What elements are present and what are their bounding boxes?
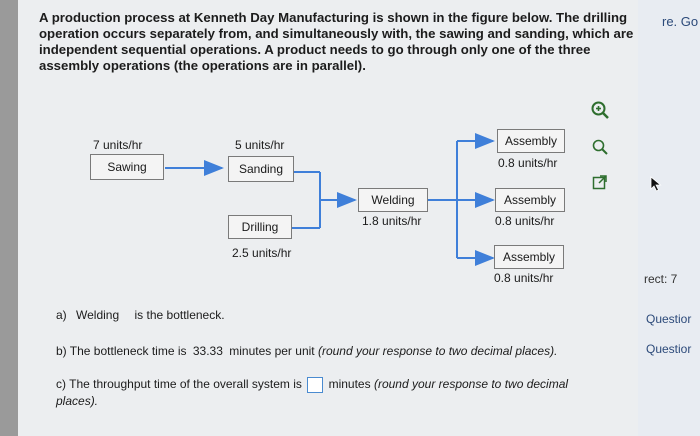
open-external-icon[interactable] [590, 172, 610, 192]
question-c-units: minutes [328, 377, 371, 392]
mouse-cursor-icon [650, 176, 662, 197]
side-question-link-2[interactable]: Questior [646, 342, 692, 356]
question-c-prefix: c) The throughput time of the overall system is [56, 377, 302, 392]
assembly-2-rate: 0.8 units/hr [495, 214, 555, 228]
assembly-3-box: Assembly [494, 245, 564, 269]
question-c [56, 377, 568, 393]
question-c-note-continued: places). [56, 394, 99, 408]
question-a [56, 308, 225, 322]
drilling-rate: 2.5 units/hr [232, 246, 292, 260]
question-b-units: minutes per unit [229, 344, 315, 358]
question-a-suffix: is the bottleneck. [134, 308, 225, 322]
welding-rate: 1.8 units/hr [362, 214, 422, 228]
sawing-rate: 7 units/hr [93, 138, 143, 152]
bottleneck-answer[interactable]: Welding [76, 308, 120, 322]
problem-text: A production process at Kenneth Day Manufacturing is shown in the figure below. The drilling operation occurs separately from, and simultaneously with, the sawing and sanding, which are independent sequential operations. A product needs to go through only one of the three assembly operations (the operations are in parallel). [39, 10, 634, 73]
side-question-link-1[interactable]: Questior [646, 312, 692, 326]
zoom-in-icon[interactable] [590, 100, 610, 120]
assembly-1-rate: 0.8 units/hr [498, 156, 558, 170]
bottleneck-time-answer[interactable]: 33.33 [192, 344, 223, 358]
side-score-text: rect: 7 [644, 272, 678, 286]
throughput-time-input[interactable] [307, 377, 323, 393]
question-c-note: (round your response to two decimal [373, 377, 569, 392]
sanding-box: Sanding [228, 156, 294, 182]
welding-box: Welding [358, 188, 428, 212]
question-b [56, 344, 557, 358]
sanding-rate: 5 units/hr [235, 138, 285, 152]
search-icon[interactable] [590, 137, 610, 157]
assembly-1-box: Assembly [497, 129, 565, 153]
assembly-3-rate: 0.8 units/hr [494, 271, 554, 285]
assembly-2-box: Assembly [495, 188, 565, 212]
side-top-text: re. Go [662, 14, 699, 29]
question-b-note: (round your response to two decimal places). [317, 344, 558, 358]
question-b-prefix: b) The bottleneck time is [56, 344, 187, 358]
drilling-box: Drilling [228, 215, 292, 239]
question-a-prefix: a) [56, 308, 67, 322]
sawing-box: Sawing [90, 154, 164, 180]
